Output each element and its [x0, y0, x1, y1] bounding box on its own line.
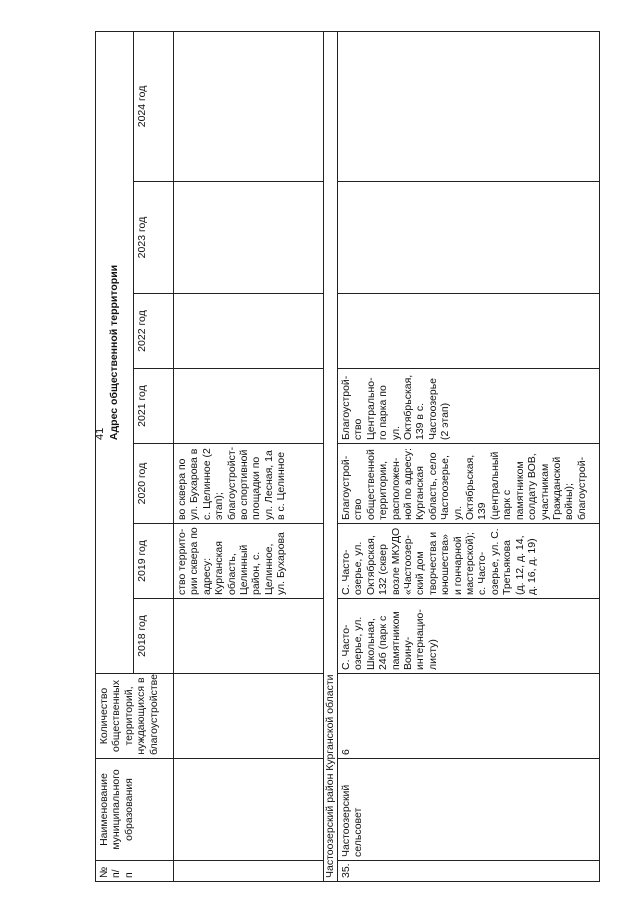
- table-row: [338, 31, 600, 881]
- cell-2019: ство террито-рии сквера по адресу: Курганская область, Целинный район, с. Целинное, ул. Бухарова: [174, 524, 324, 599]
- header-count: Количество общественных территорий, нуждающихся в благоустройстве: [96, 674, 174, 759]
- cell-2020: Благоустрой-ство общественной территории, расположен-ной по адресу: Курганская область, село Частоозерье, ул. Октябрьская, 139 (центральный парк с памятником солдату ВОВ, участникам Гражданской войны); благоустрой-: [338, 444, 600, 524]
- cell-2018: С. Часто-озерье, ул. Школьная, 24б (парк с памятником Воину-интернацио-листу): [338, 599, 600, 674]
- header-year-2024: 2024 год: [134, 31, 174, 181]
- cell-2024: [174, 31, 324, 181]
- cell-2018: [174, 599, 324, 674]
- header-year-2020: 2020 год: [134, 444, 174, 524]
- page-number: 41: [94, 427, 106, 440]
- cell-2024: [338, 31, 600, 181]
- cell-num: 35.: [338, 861, 600, 882]
- header-year-2023: 2023 год: [134, 182, 174, 294]
- cell-2019: С. Часто-озерье, ул. Октябрская, 132 (сквер возле МКУДО «Частоозер-ский дом творчества и юношества» и гончарной мастерской); с. Часто-озерье, ул. С. Третьякова (д. 12, д. 14, д. 16, д. 19): [338, 524, 600, 599]
- header-address-group: Адрес общественной территории: [96, 31, 134, 673]
- cell-count: [174, 674, 324, 759]
- header-num: № п/п: [96, 861, 174, 882]
- cell-2022: [338, 294, 600, 369]
- territories-table: [95, 31, 600, 882]
- cell-2021: [174, 369, 324, 444]
- cell-name: Частоозерский сельсовет: [338, 759, 600, 861]
- cell-2022: [174, 294, 324, 369]
- header-year-2018: 2018 год: [134, 599, 174, 674]
- section-row: [324, 31, 338, 881]
- cell-num: [174, 861, 324, 882]
- header-name: Наименование муниципального образования: [96, 759, 174, 861]
- header-year-2019: 2019 год: [134, 524, 174, 599]
- cell-2020: во сквера по ул. Бухарова в с. Целинное (2 этап); благоустройст-во спортивной площадки по ул. Лесная, 1а в с. Целинное: [174, 444, 324, 524]
- header-year-2021: 2021 год: [134, 369, 174, 444]
- rotated-table-wrapper: [95, 32, 615, 882]
- table-row-continued: [174, 31, 324, 881]
- cell-2021: Благоустрой-ство Центрально-го парка по ул. Октябрьская, 139 в с. Частоозерье (2 этап): [338, 369, 600, 444]
- cell-2023: [174, 182, 324, 294]
- header-year-2022: 2022 год: [134, 294, 174, 369]
- cell-count: 6: [338, 674, 600, 759]
- section-title: Частоозерский район Курганской области: [324, 31, 338, 881]
- cell-2023: [338, 182, 600, 294]
- cell-name: [174, 759, 324, 861]
